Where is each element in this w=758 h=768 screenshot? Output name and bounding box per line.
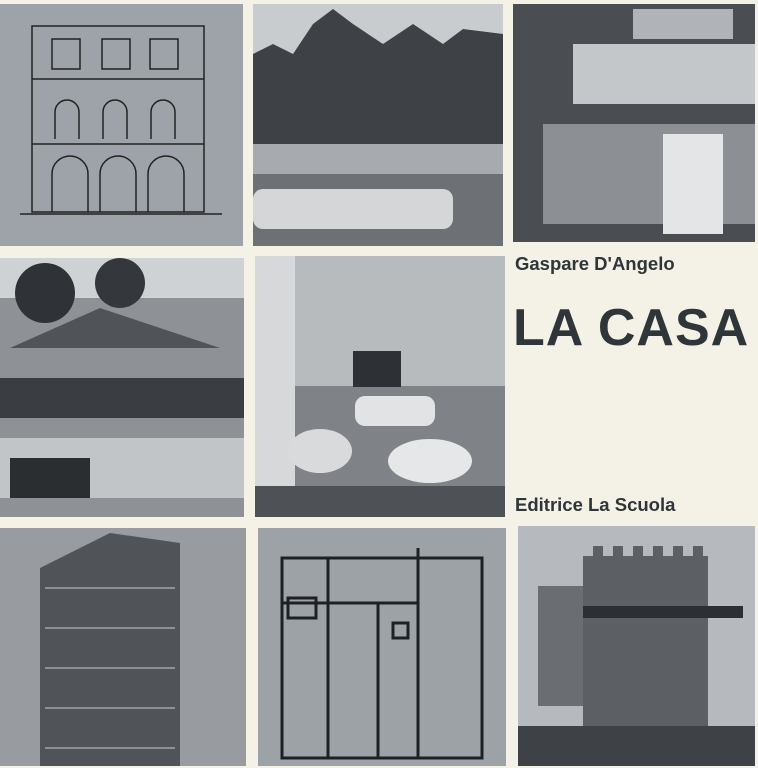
palazzo-facade-drawing [0,4,243,246]
skyscraper-photo [0,528,246,766]
gabled-houses-photo [253,4,503,246]
author-name: Gaspare D'Angelo [515,253,675,274]
castle-tower-photo [518,526,755,766]
village-huts-photo [0,258,244,517]
living-room-photo [255,256,505,517]
modern-building-waterfall-photo [513,4,755,242]
book-title: LA CASA [513,299,750,357]
publisher-name: Editrice La Scuola [515,494,676,515]
floor-plan-drawing [258,528,506,766]
